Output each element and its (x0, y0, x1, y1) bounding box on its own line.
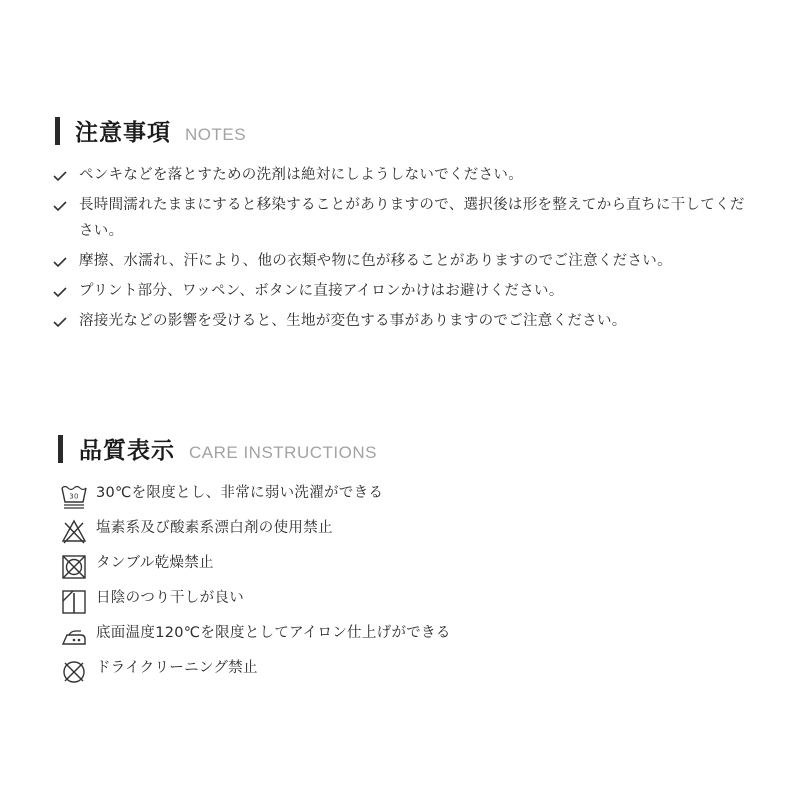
care-text: 日陰のつり干しが良い (96, 590, 244, 606)
iron-120-icon (60, 622, 88, 650)
care-item (60, 513, 451, 548)
wash-30-icon (60, 482, 88, 510)
check-icon (53, 170, 67, 182)
note-text: 摩擦、水濡れ、汗により、他の衣類や物に色が移ることがありますのでご注意ください。 (79, 253, 672, 269)
section-bar (58, 435, 63, 463)
care-text: 30℃を限度とし、非常に弱い洗濯ができる (96, 485, 384, 501)
note-text: 溶接光などの影響を受けると、生地が変色する事がありますのでご注意ください。 (79, 313, 627, 329)
note-item (52, 248, 752, 274)
notes-title: 注意事項 (75, 120, 171, 146)
care-text: タンブル乾燥禁止 (96, 555, 214, 571)
care-item (60, 478, 451, 513)
care-title: 品質表示 (79, 438, 175, 464)
care-item (60, 653, 451, 688)
check-icon (53, 316, 67, 328)
check-icon (53, 200, 67, 212)
note-item (52, 278, 752, 304)
care-text: 底面温度120℃を限度としてアイロン仕上げができる (96, 625, 451, 641)
care-item (60, 583, 451, 618)
notes-section-header (55, 114, 246, 147)
no-tumble-dry-icon (60, 552, 88, 580)
shade-line-dry-icon (60, 587, 88, 615)
note-item (52, 192, 752, 244)
care-section-header (58, 432, 377, 465)
check-icon (53, 256, 67, 268)
note-item (52, 162, 752, 188)
notes-subtitle: NOTES (185, 125, 247, 144)
note-item (52, 308, 752, 334)
no-bleach-icon (60, 517, 88, 545)
care-text: ドライクリーニング禁止 (96, 660, 258, 676)
no-dry-clean-icon (60, 657, 88, 685)
section-bar (55, 117, 60, 145)
note-text: プリント部分、ワッペン、ボタンに直接アイロンかけはお避けください。 (79, 283, 564, 299)
note-text: ペンキなどを落とすための洗剤は絶対にしようしないでください。 (79, 167, 523, 183)
care-item (60, 548, 451, 583)
note-text: 長時間濡れたままにすると移染することがありますので、選択後は形を整えてから直ちに干してください。 (79, 197, 745, 239)
wash-temp-label: 30 (69, 492, 79, 500)
notes-list (52, 162, 752, 338)
check-icon (53, 286, 67, 298)
care-text: 塩素系及び酸素系漂白剤の使用禁止 (96, 520, 333, 536)
care-list (60, 478, 451, 688)
care-item (60, 618, 451, 653)
care-subtitle: CARE INSTRUCTIONS (189, 443, 377, 462)
